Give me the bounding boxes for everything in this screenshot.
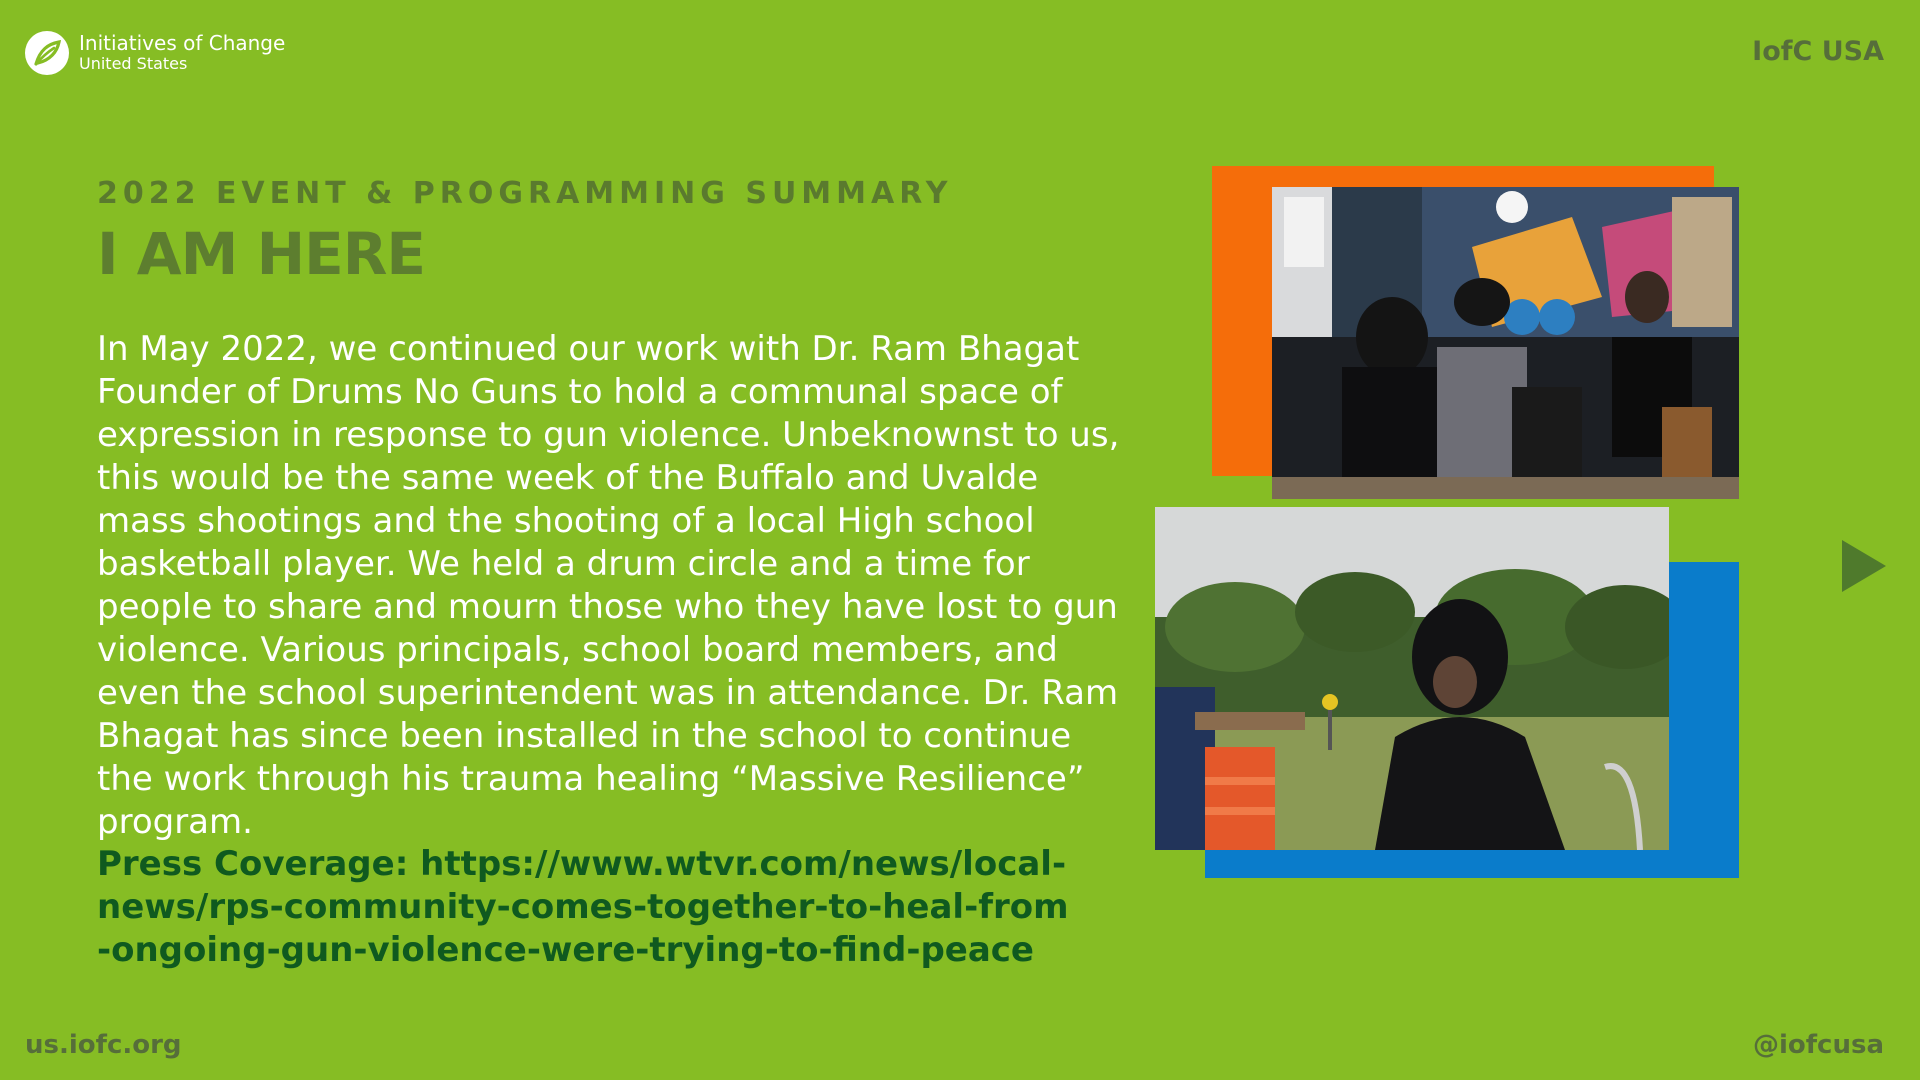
slide-body: In May 2022, we continued our work with Dr. Ram Bhagat Founder of Drums No Guns to hold a communal space of expression in response to gun violence. Unbeknownst to us, this would be the same week of the Buffalo and Uvalde mass shootings and the shooting of a local High school basketball player. We held a drum circle and a time for people to share and mourn those who they have lost to gun violence. Various principals, school board members, and even the school superintendent was in attendance. Dr. Ram Bhagat has since been installed in the school to continue the work through his trauma healing “Massive Resilience” program. [97, 329, 1120, 842]
slide-title: I AM HERE [97, 220, 426, 288]
park-gathering-photo [1155, 507, 1669, 850]
press-label: Press Coverage: [97, 844, 409, 884]
footer-website[interactable]: us.iofc.org [25, 1030, 182, 1060]
press-coverage [97, 843, 1077, 972]
play-arrow-icon[interactable] [1842, 540, 1886, 592]
logo-name: Initiatives of Change [79, 31, 286, 56]
slide-eyebrow: 2022 EVENT & PROGRAMMING SUMMARY [97, 176, 953, 211]
drum-circle-photo [1272, 187, 1739, 499]
footer-social-handle[interactable]: @iofcusa [1752, 1030, 1884, 1060]
organization-logo [25, 31, 285, 75]
leaf-logo-icon [25, 31, 69, 75]
header-brand: IofC USA [1752, 36, 1884, 67]
press-link[interactable]: https://www.wtvr.com/news/local-news/rps-community-comes-together-to-heal-from-ongoing-gun-violence-were-trying-to-find-peace [97, 844, 1069, 970]
logo-subname: United States [79, 54, 188, 74]
